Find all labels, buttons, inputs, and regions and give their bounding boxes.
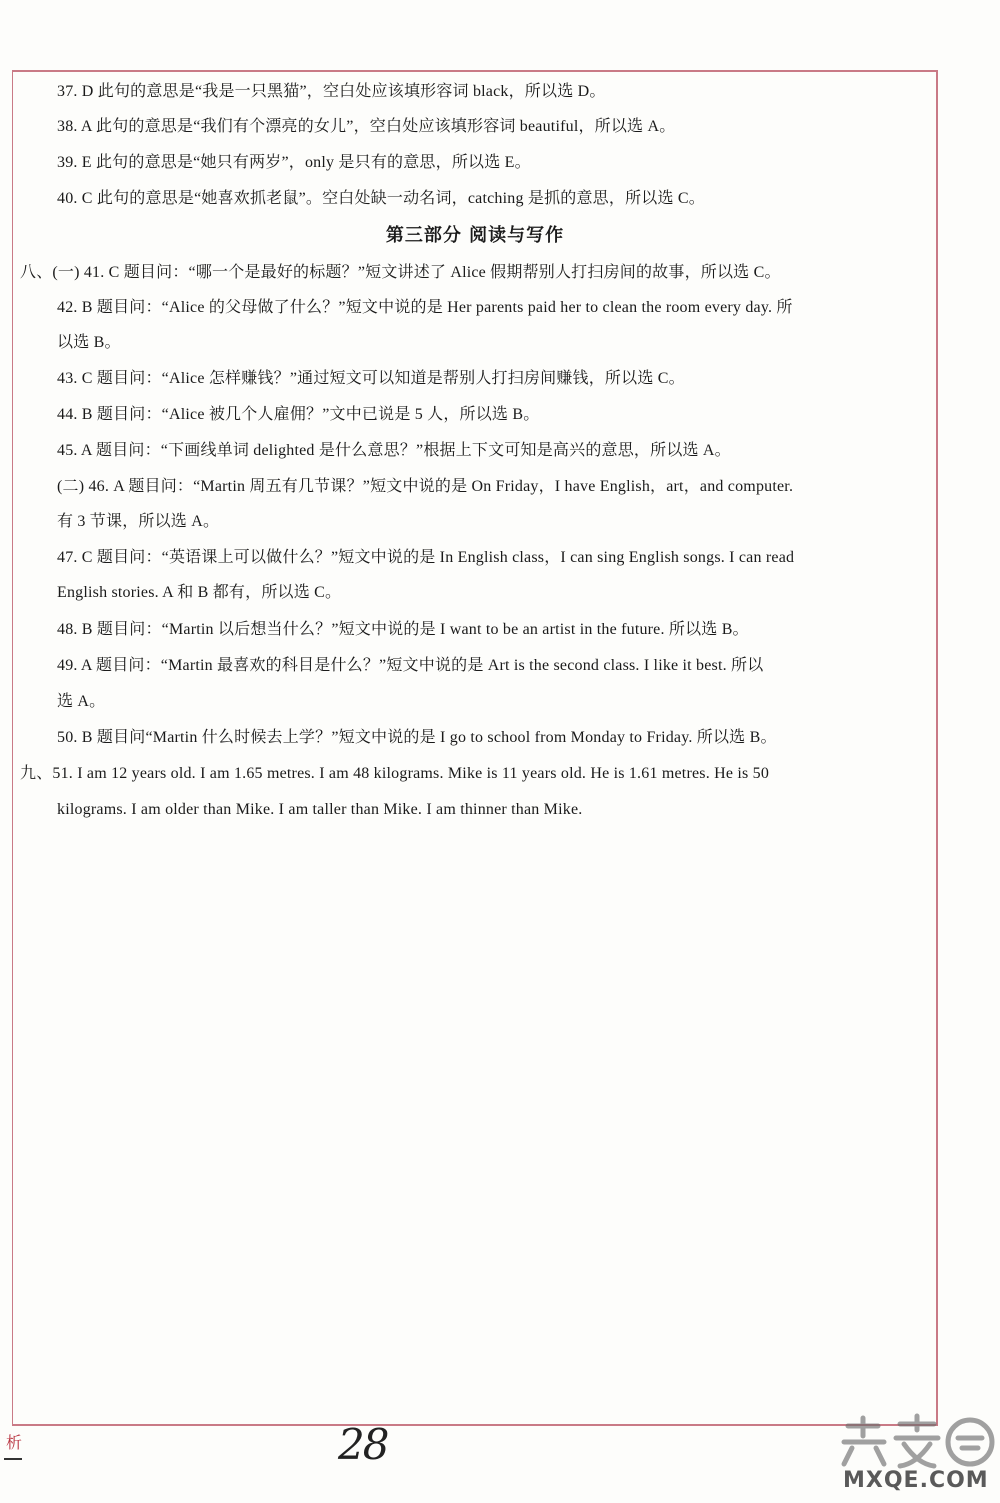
answer-line-48: 48. B 题目问：“Martin 以后想当什么？”短文中说的是 I want to be an artist in the future. 所以选 B。 [57, 621, 749, 638]
answer-line-47-cont: English stories. A 和 B 都有，所以选 C。 [57, 584, 342, 601]
answer-line-39: 39. E 此句的意思是“她只有两岁”，only 是只有的意思，所以选 E。 [57, 154, 531, 171]
side-margin-char: 析 [6, 1435, 23, 1452]
answer-line-45: 45. A 题目问：“下画线单词 delighted 是什么意思？”根据上下文可知是高兴的意思，所以选 A。 [57, 442, 731, 459]
answer-line-46: (二) 46. A 题目问：“Martin 周五有几节课？”短文中说的是 On Friday，I have English，art，and computer. [57, 478, 794, 495]
answer-line-40: 40. C 此句的意思是“她喜欢抓老鼠”。空白处缺一动名词，catching 是抓的意思，所以选 C。 [57, 190, 705, 207]
answer-line-38: 38. A 此句的意思是“我们有个漂亮的女儿”，空白处应该填形容词 beautiful，所以选 A。 [57, 118, 676, 135]
answer-line-49-cont: 选 A。 [57, 693, 106, 710]
answer-line-51: 九、51. I am 12 years old. I am 1.65 metres. I am 48 kilograms. Mike is 11 years old. He is 1.61 metres. He is 50 [20, 765, 770, 782]
answer-line-49: 49. A 题目问：“Martin 最喜欢的科目是什么？”短文中说的是 Art is the second class. I like it best. 所以 [57, 657, 764, 674]
watermark-text: MXQE.COM [843, 1468, 989, 1493]
answer-line-42: 42. B 题目问：“Alice 的父母做了什么？”短文中说的是 Her parents paid her to clean the room every day. 所 [57, 299, 793, 316]
answer-line-42-cont: 以选 B。 [57, 334, 121, 351]
answer-line-47: 47. C 题目问：“英语课上可以做什么？”短文中说的是 In English class，I can sing English songs. I can read [57, 549, 795, 566]
answer-line-51-cont: kilograms. I am older than Mike. I am taller than Mike. I am thinner than Mike. [57, 801, 583, 818]
section-heading: 第三部分 阅读与写作 [385, 225, 565, 246]
answer-line-50: 50. B 题目问“Martin 什么时候去上学？”短文中说的是 I go to school from Monday to Friday. 所以选 B。 [57, 729, 777, 746]
answer-line-46-cont: 有 3 节课，所以选 A。 [57, 513, 220, 530]
answer-line-41: 八、(一) 41. C 题目问：“哪一个是最好的标题？”短文讲述了 Alice 假期帮别人打扫房间的故事，所以选 C。 [20, 264, 781, 281]
answer-line-43: 43. C 题目问：“Alice 怎样赚钱？”通过短文可以知道是帮别人打扫房间赚钱，所以选 C。 [57, 370, 685, 387]
side-margin-rule [4, 1458, 22, 1460]
page-number: 28 [338, 1420, 388, 1469]
answer-line-37: 37. D 此句的意思是“我是一只黑猫”，空白处应该填形容词 black，所以选 D。 [57, 83, 606, 100]
answer-line-44: 44. B 题目问：“Alice 被几个人雇佣？”文中已说是 5 人，所以选 B。 [57, 406, 540, 423]
